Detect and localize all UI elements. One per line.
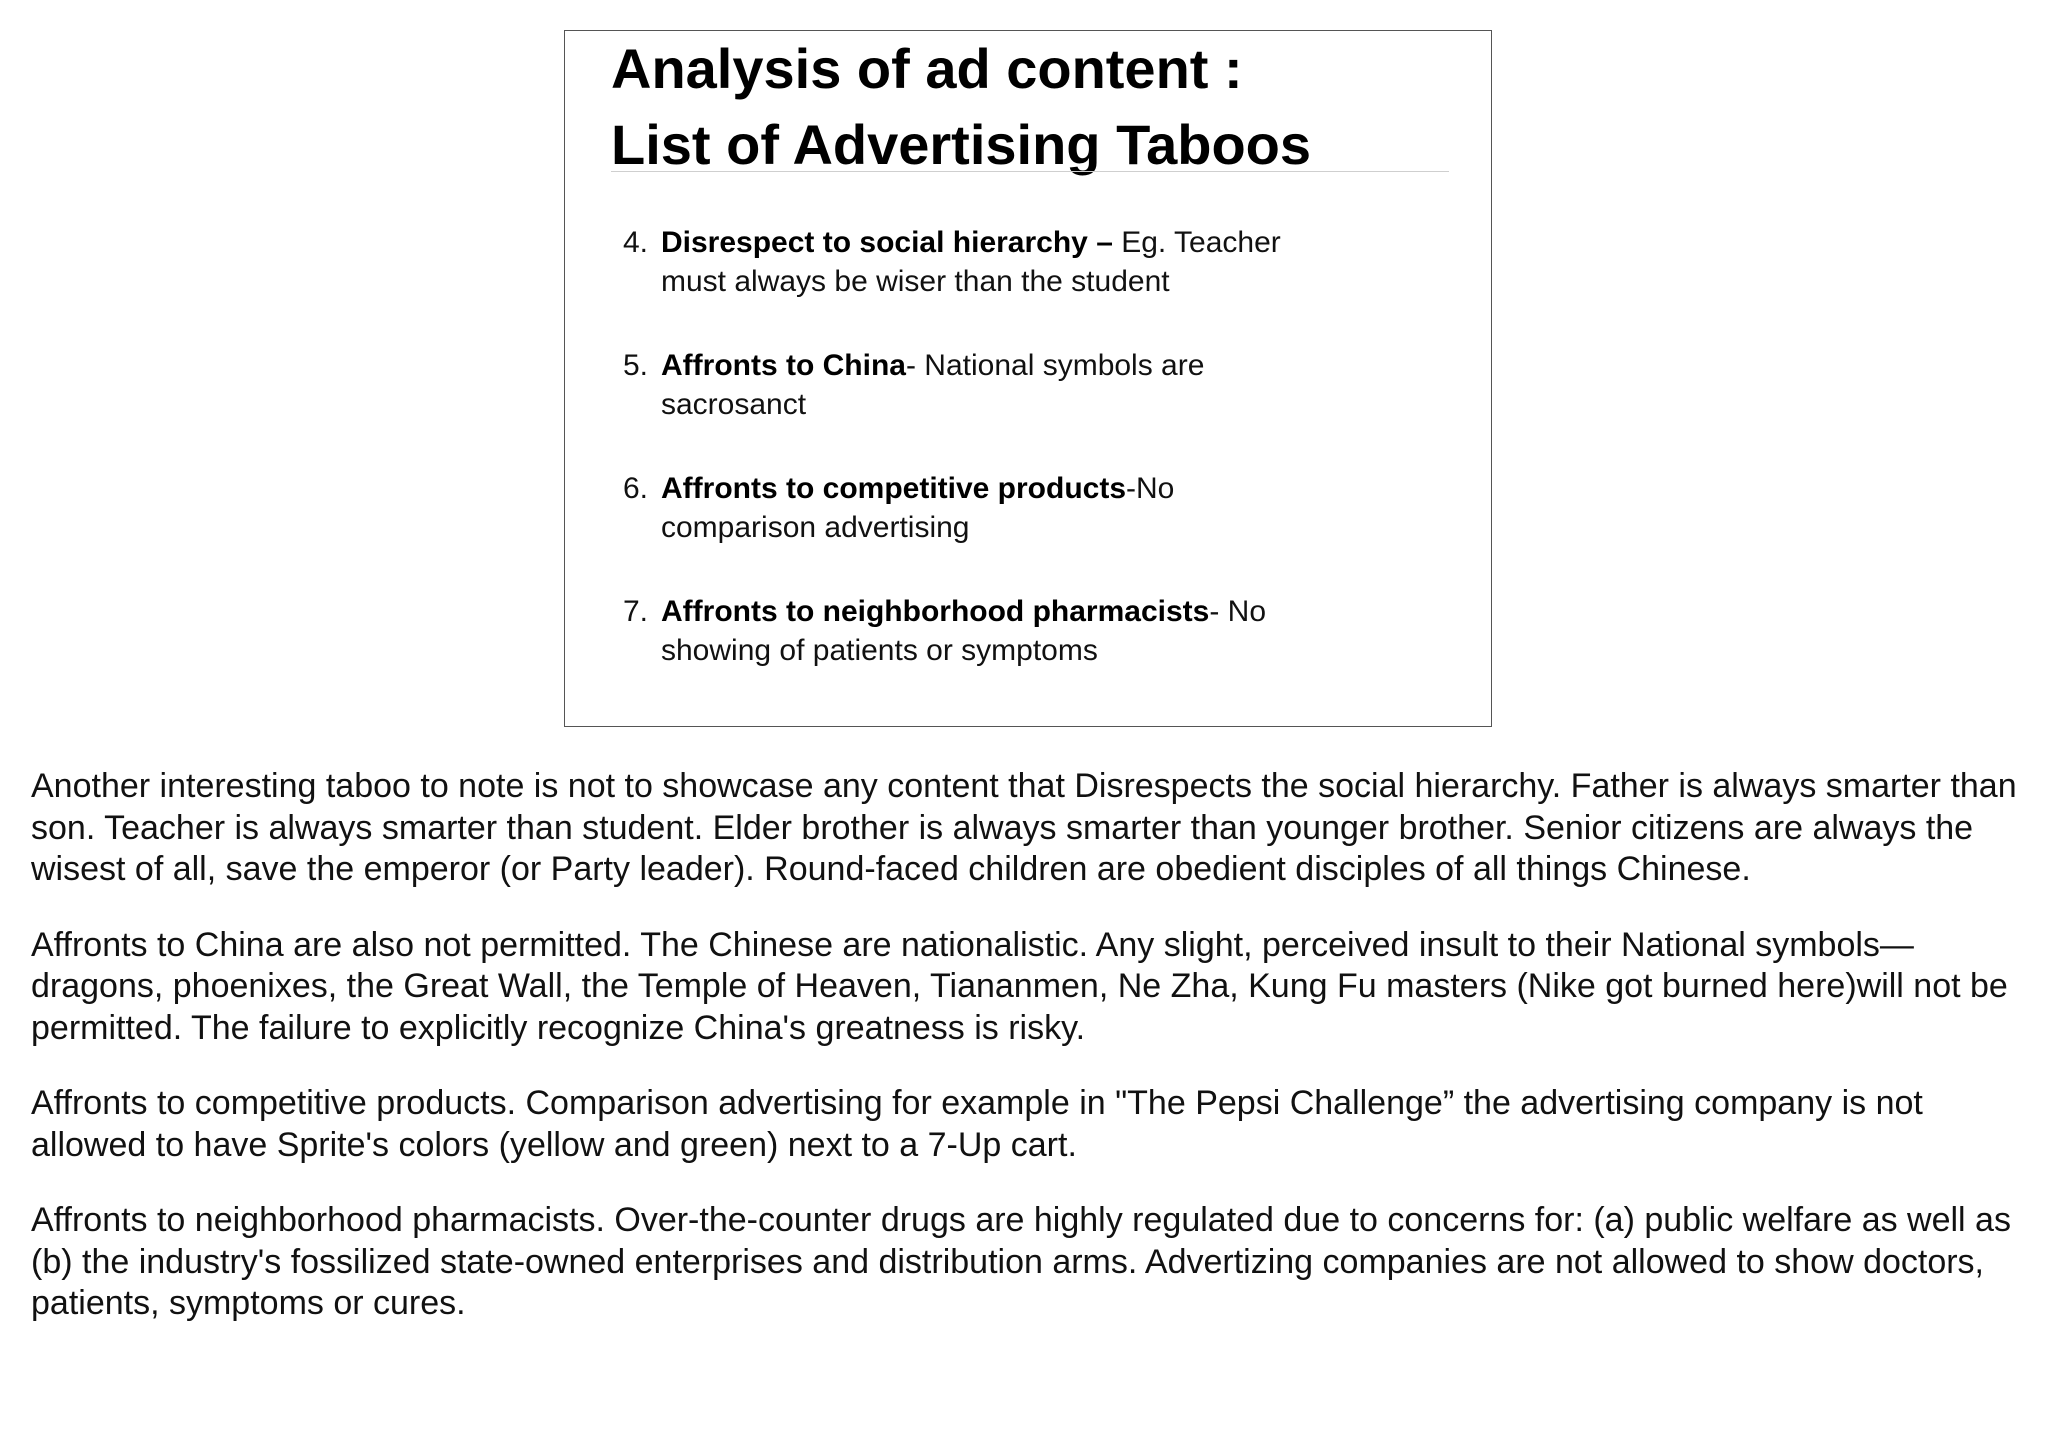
notes-paragraph-china: Affronts to China are also not permitted. The Chinese are nationalistic. Any slight, perceived insult to their National symbols—dragons, phoenixes, the Great Wall, the Temple of Heaven, Tiananmen, Ne Zha, Kung Fu masters (Nike got burned here)will not be permitted. The failure to explicitly recognize China's greatness is risky. <box>31 925 2008 1047</box>
taboo-description-line-1: No <box>1227 595 1267 628</box>
taboo-description-line-1: Eg. Teacher <box>1121 226 1281 259</box>
slide-title <box>611 31 1451 183</box>
taboo-number: 5. <box>623 349 649 382</box>
slide-thumbnail <box>564 30 1492 727</box>
slide-title-line-1: Analysis of ad content : <box>611 37 1243 100</box>
taboo-number: 4. <box>623 226 649 259</box>
taboo-item-5 <box>623 346 1383 469</box>
taboo-heading: Affronts to competitive products <box>661 472 1127 505</box>
taboo-list <box>623 223 1383 715</box>
taboo-number: 7. <box>623 595 649 628</box>
taboo-separator: - <box>1209 595 1228 628</box>
taboo-heading: Affronts to China <box>661 349 906 382</box>
taboo-item-6 <box>623 469 1383 592</box>
speaker-notes <box>31 766 2021 1359</box>
taboo-description-line-2: must always be wiser than the student <box>661 265 1170 298</box>
taboo-separator: - <box>905 349 925 382</box>
taboo-heading: Disrespect to social hierarchy <box>661 226 1088 259</box>
taboo-heading: Affronts to neighborhood pharmacists <box>661 595 1210 628</box>
taboo-description-line-2: sacrosanct <box>661 388 807 421</box>
taboo-description-line-1: No <box>1136 472 1175 505</box>
taboo-description-line-2: showing of patients or symptoms <box>661 634 1098 667</box>
notes-paragraph-competitive-products: Affronts to competitive products. Comparison advertising for example in "The Pepsi Challenge” the advertising company is not allowed to have Sprite's colors (yellow and green) next to a 7-Up cart. <box>31 1084 1923 1164</box>
taboo-separator: – <box>1087 226 1122 259</box>
taboo-description-line-1: National symbols are <box>924 349 1205 382</box>
taboo-number: 6. <box>623 472 649 505</box>
taboo-item-7 <box>623 592 1383 715</box>
taboo-separator: - <box>1126 472 1137 505</box>
notes-paragraph-pharmacists: Affronts to neighborhood pharmacists. Over-the-counter drugs are highly regulated due to concerns for: (a) public welfare as well as (b) the industry's fossilized state-owned enterprises and distribution arms. Advertizing companies are not allowed to show doctors, patients, symptoms or cures. <box>31 1201 2011 1322</box>
title-divider <box>611 171 1449 172</box>
notes-paragraph-social-hierarchy: Another interesting taboo to note is not to showcase any content that Disrespects the social hierarchy. Father is always smarter than son. Teacher is always smarter than student. Elder brother is always smarter than younger brother. Senior citizens are always the wisest of all, save the emperor (or Party leader). Round-faced children are obedient disciples of all things Chinese. <box>31 767 2017 888</box>
taboo-description-line-2: comparison advertising <box>661 511 970 544</box>
taboo-item-4 <box>623 223 1383 346</box>
slide-title-line-2: List of Advertising Taboos <box>611 113 1312 176</box>
